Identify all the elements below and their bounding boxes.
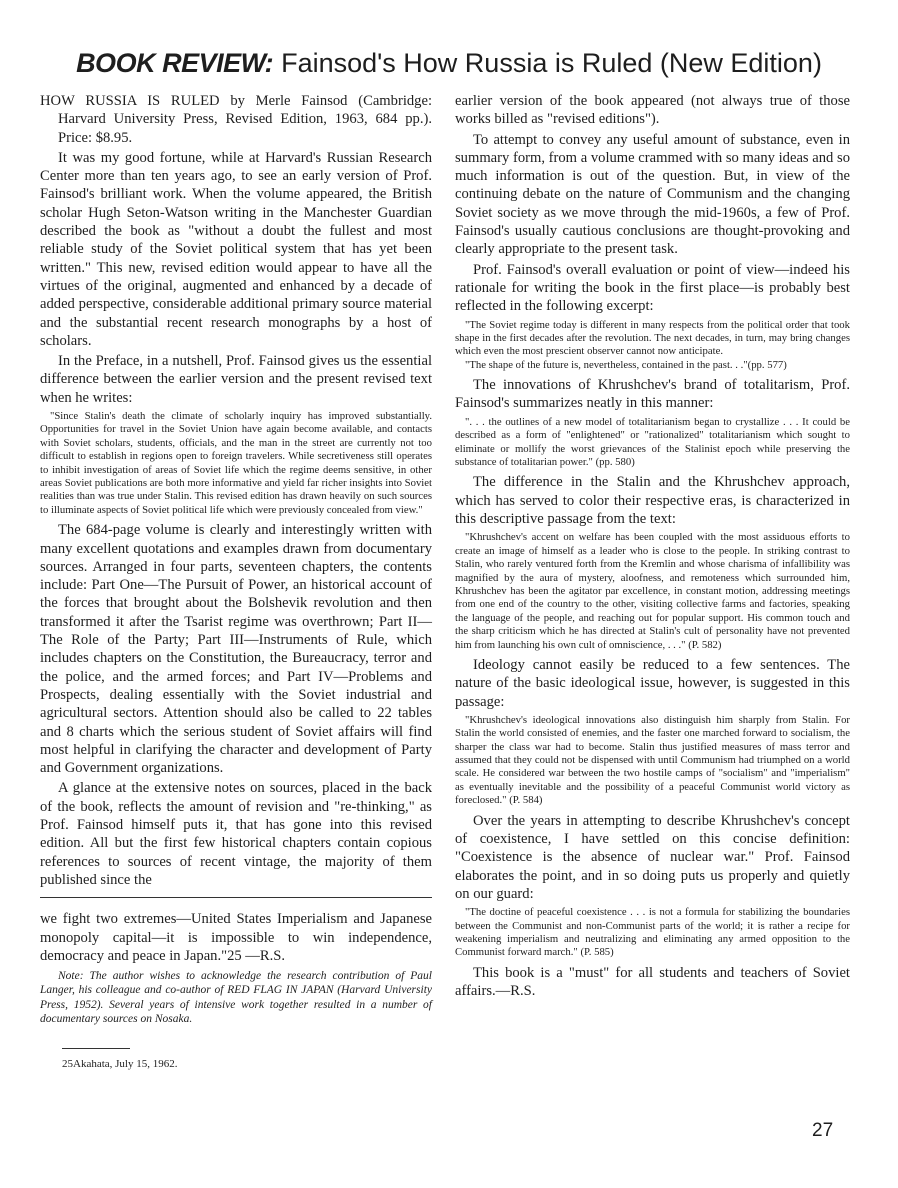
block-quote: "Khrushchev's accent on welfare has been coupled with the most assiduous efforts to create an image of himself as a leader who is close to the people. In striking contrast to Stalin, who rarely ventured forth from the Kremlin and whose charisma of infallibility was magnified by the aura of mystery, aloofness, and remoteness which surrounded him, Khrushchev has been the agitator par excellence, in constant motion, addressing meetings from one end of the country to the other, visiting collective farms and factories, speaking the language of the people, and reaching out for popular support. His common touch and the sharp criticism which he has directed at Stalin's cult of personality have not prevented him from launching his own cult of omniscience, . . ." (P. 582) <box>455 531 850 651</box>
block-quote: ". . . the outlines of a new model of totalitarianism began to crystallize . . . It could be described as a form of "enlightened" or "rationalized" totalitarianism which sought to eliminate or mollify the worst grievances of the Stalinist epoch while preserving the substance of totalitarian power." (pp. 580) <box>455 415 850 468</box>
paragraph: Over the years in attempting to describe Khrushchev's concept of coexistence, I have settled on this concise definition: "Coexistence is the absence of nuclear war." Prof. Fainsod elaborates the point, and in so doing puts us properly and quietly on our guard: <box>455 812 850 902</box>
paragraph: In the Preface, in a nutshell, Prof. Fainsod gives us the essential difference between the earlier version and the present revised text when he writes: <box>40 353 432 406</box>
left-column <box>40 92 432 1071</box>
title-text: Fainsod's How Russia is Ruled (New Edition) <box>281 48 822 78</box>
paragraph: The 684-page volume is clearly and interestingly written with many excellent quotations and examples drawn from documentary sources. Arranged in four parts, seventeen chapters, the contents include: Part One—The Pursuit of Power, an historical account of the forces that brought about the Bolshevik revolution and then transformed it after the Tsarist regime was overthrown; Part II—The Role of the Party; Part III—Instruments of Rule, which includes chapters on the Constitution, the Bureaucracy, terror and the police, and the armed forces; and Part IV—Problems and Prospects, dealing essentially with the Soviet industrial and agricultural sectors. Attention should also be called to 22 tables and 8 charts which the serious student of Soviet affairs will find most helpful in clarifying the character and development of Party and Government organizations. <box>40 522 432 777</box>
paragraph: This book is a "must" for all students and teachers of Soviet affairs.—R.S. <box>455 964 850 1000</box>
paragraph: Ideology cannot easily be reduced to a few sentences. The nature of the basic ideological issue, however, is suggested in this passage: <box>455 656 850 710</box>
title-label: BOOK REVIEW: <box>76 48 274 78</box>
block-quote: "The doctine of peaceful coexistence . . . is not a formula for stabilizing the boundaries between the Communist and non-Communist parts of the world; it is rather a recipe for weakening imperialism and neutralizing and eliminating any armed opposition to the Communist forward march." (P. 585) <box>455 906 850 959</box>
block-quote <box>455 319 850 373</box>
block-quote: "Since Stalin's death the climate of scholarly inquiry has improved substantially. Opportunities for travel in the Soviet Union have again become available, and contacts with Soviet scholars, students, officials, and the man in the street are currently not too difficult to establish in regions open to foreign travelers. While secretiveness still operates to inhibit investigation of areas of Soviet life which the regime deems sensitive, in other areas Soviet publications are both more informative and yield far richer insights into Soviet realities than was true under Stalin. This revised edition has drawn heavily on such sources to illuminate aspects of Soviet political life which were previously concealed from view." <box>40 410 432 516</box>
divider <box>40 897 432 898</box>
paragraph: A glance at the extensive notes on sources, placed in the back of the book, reflects the amount of revision and "re-thinking," as Prof. Fainsod himself puts it, that has gone into this revised edition. All but the first few historical chapters contain copious references to sources of recent vintage, the majority of them published since the <box>40 780 432 888</box>
paragraph: Prof. Fainsod's overall evaluation or point of view—indeed his rationale for writing the book in the first place—is probably best reflected in the following excerpt: <box>455 261 850 315</box>
page-number: 27 <box>812 1120 834 1141</box>
footnote: 25Akahata, July 15, 1962. <box>62 1057 178 1070</box>
paragraph: It was my good fortune, while at Harvard's Russian Research Center more than ten years ago, to see an early version of Prof. Fainsod's brilliant work. When the volume appeared, the British scholar Hugh Seton-Watson writing in the Manchester Guardian described the book as "without a doubt the fullest and most reliable study of the Soviet political system that has yet been written." This new, revised edition would appear to have all the virtues of the original, augmented and enhanced by a decade of added perspective, considerable additional primary source material and the substantial recent research monographs by a host of scholars. <box>40 149 432 349</box>
quote-part: "The shape of the future is, nevertheless, contained in the past. . ."(pp. 577) <box>465 358 787 371</box>
carryover-paragraph: we fight two extremes—United States Imperialism and Japanese monopoly capital—it is impossible to win independence, democracy and peace in Japan."25 —R.S. <box>40 911 432 964</box>
right-column <box>455 92 850 1002</box>
book-citation: HOW RUSSIA IS RULED by Merle Fainsod (Cambridge: Harvard University Press, Revised Edition, 1963, 684 pp.). Price: $8.95. <box>40 93 432 146</box>
page-title <box>0 48 898 79</box>
author-note: Note: The author wishes to acknowledge the research contribution of Paul Langer, his colleague and co-author of RED FLAG IN JAPAN (Harvard University Press, 1952). Several years of intensive work together resulted in a number of documentary sources on Nosaka. <box>40 970 432 1025</box>
quote-part: "The Soviet regime today is different in many respects from the political order that took shape in the first decades after the revolution. The next decades, in turn, may bring changes which even the most prescient observer cannot now anticipate. <box>455 318 850 358</box>
footnote-divider <box>62 1048 130 1049</box>
paragraph: The innovations of Khrushchev's brand of totalitarism, Prof. Fainsod's summarizes neatly in this manner: <box>455 377 850 412</box>
paragraph: earlier version of the book appeared (not always true of those works billed as "revised editions"). <box>455 93 850 128</box>
block-quote: "Khrushchev's ideological innovations also distinguish him sharply from Stalin. For Stalin the world consisted of enemies, and the faster one marched forward to socialism, the sharper the class war had to become. Stalin thus justified measures of mass terror and assumed that they could not be dispensed with until Communism had triumphed on a world scale. He considered war between the two hostile camps of "socialism" and "imperialism" as eventually inevitable and the possibility of a peaceful Communist world victory as foreclosed." (P. 584) <box>455 713 850 807</box>
paragraph: To attempt to convey any useful amount of substance, even in summary form, from a volume crammed with so many ideas and so much information is out of the question. But, in view of the continuing debate on the nature of Communism and the changing Soviet society as we move through the mid-1960s, a few of Prof. Fainsod's usually cautious conclusions are thought-provoking and clearly appropriate to the present task. <box>455 131 850 258</box>
paragraph: The difference in the Stalin and the Khrushchev approach, which has served to color their respective eras, is characterized in this descriptive passage from the text: <box>455 474 850 527</box>
